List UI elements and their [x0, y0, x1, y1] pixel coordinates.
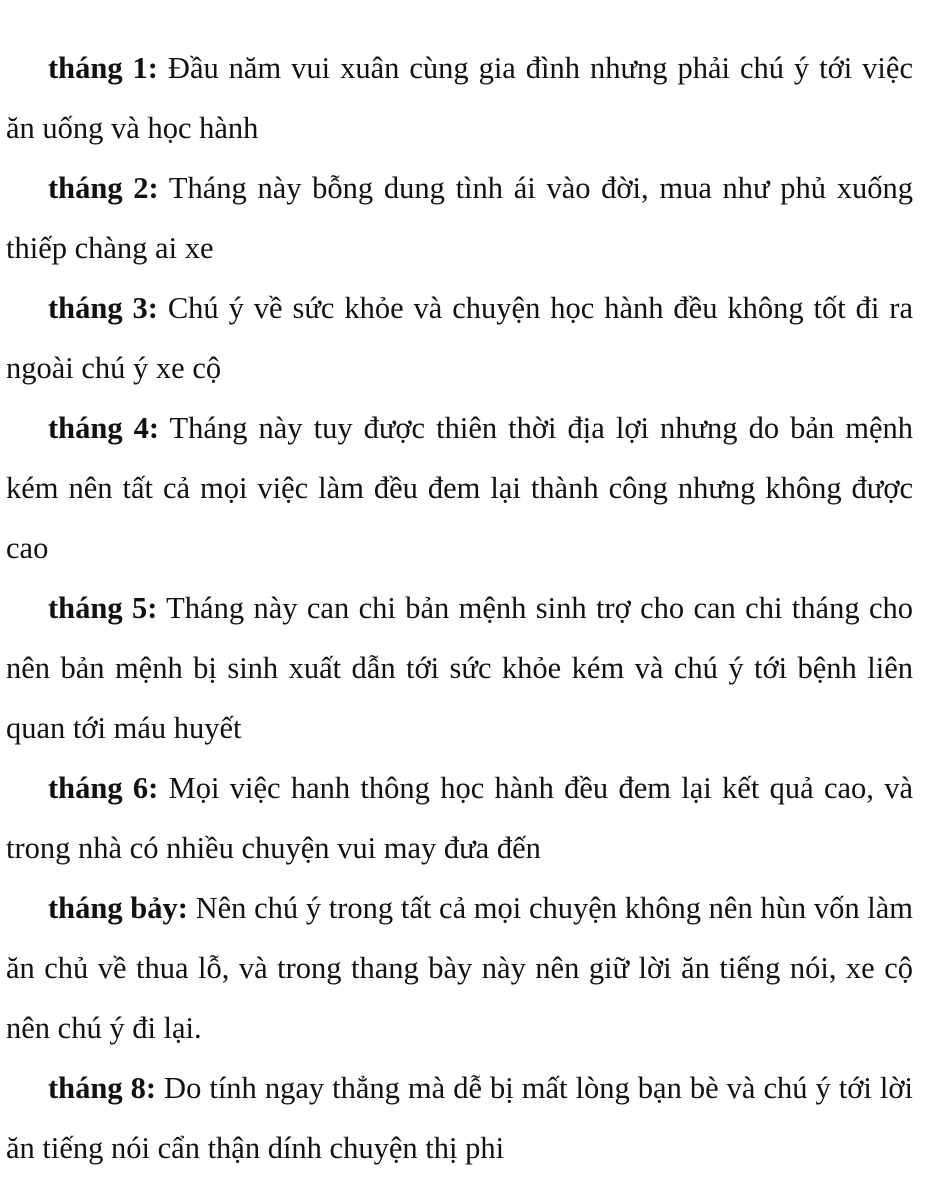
paragraph-text: Nên chú ý trong tất cả mọi chuyện không nên hùn vốn làm ăn chủ về thua lỗ, và trong thang bày này nên giữ lời ăn tiếng nói, xe cộ nên chú ý đi lại.: [6, 891, 914, 1045]
paragraph-text: Đầu năm vui xuân cùng gia đình nhưng phải chú ý tới việc ăn uống và học hành: [6, 51, 913, 145]
paragraph-month-1: [6, 38, 913, 158]
paragraph-text: Chú ý về sức khỏe và chuyện học hành đều không tốt đi ra ngoài chú ý xe cộ: [6, 291, 913, 385]
month-label: tháng bảy:: [48, 891, 188, 925]
month-label: tháng 8:: [48, 1071, 157, 1105]
paragraph-month-2: [6, 158, 913, 278]
paragraph-text: Do tính ngay thẳng mà dễ bị mất lòng bạn bè và chú ý tới lời ăn tiếng nói cẩn thận dính chuyện thị phi: [6, 1071, 913, 1165]
paragraph-text: Tháng này can chi bản mệnh sinh trợ cho can chi tháng cho nên bản mệnh bị sinh xuất dẫn tới sức khỏe kém và chú ý tới bệnh liên quan tới máu huyết: [6, 591, 913, 745]
month-label: tháng 4:: [48, 411, 160, 445]
month-label: tháng 6:: [48, 771, 159, 805]
paragraph-month-7: [6, 878, 913, 1058]
month-label: tháng 3:: [48, 291, 158, 325]
paragraph-text: Tháng này bỗng dung tình ái vào đời, mua như phủ xuống thiếp chàng ai xe: [6, 171, 913, 265]
paragraph-month-8: [6, 1058, 913, 1178]
paragraph-month-4: [6, 398, 913, 578]
paragraph-month-3: [6, 278, 913, 398]
paragraph-text: Tháng này tuy được thiên thời địa lợi nhưng do bản mệnh kém nên tất cả mọi việc làm đều đem lại thành công nhưng không được cao: [6, 411, 913, 565]
month-label: tháng 5:: [48, 591, 158, 625]
month-label: tháng 2:: [48, 171, 159, 205]
paragraph-month-6: [6, 758, 913, 878]
month-label: tháng 1:: [48, 51, 158, 85]
paragraph-month-5: [6, 578, 913, 758]
paragraph-text: Mọi việc hanh thông học hành đều đem lại kết quả cao, và trong nhà có nhiều chuyện vui may đưa đến: [6, 771, 913, 865]
